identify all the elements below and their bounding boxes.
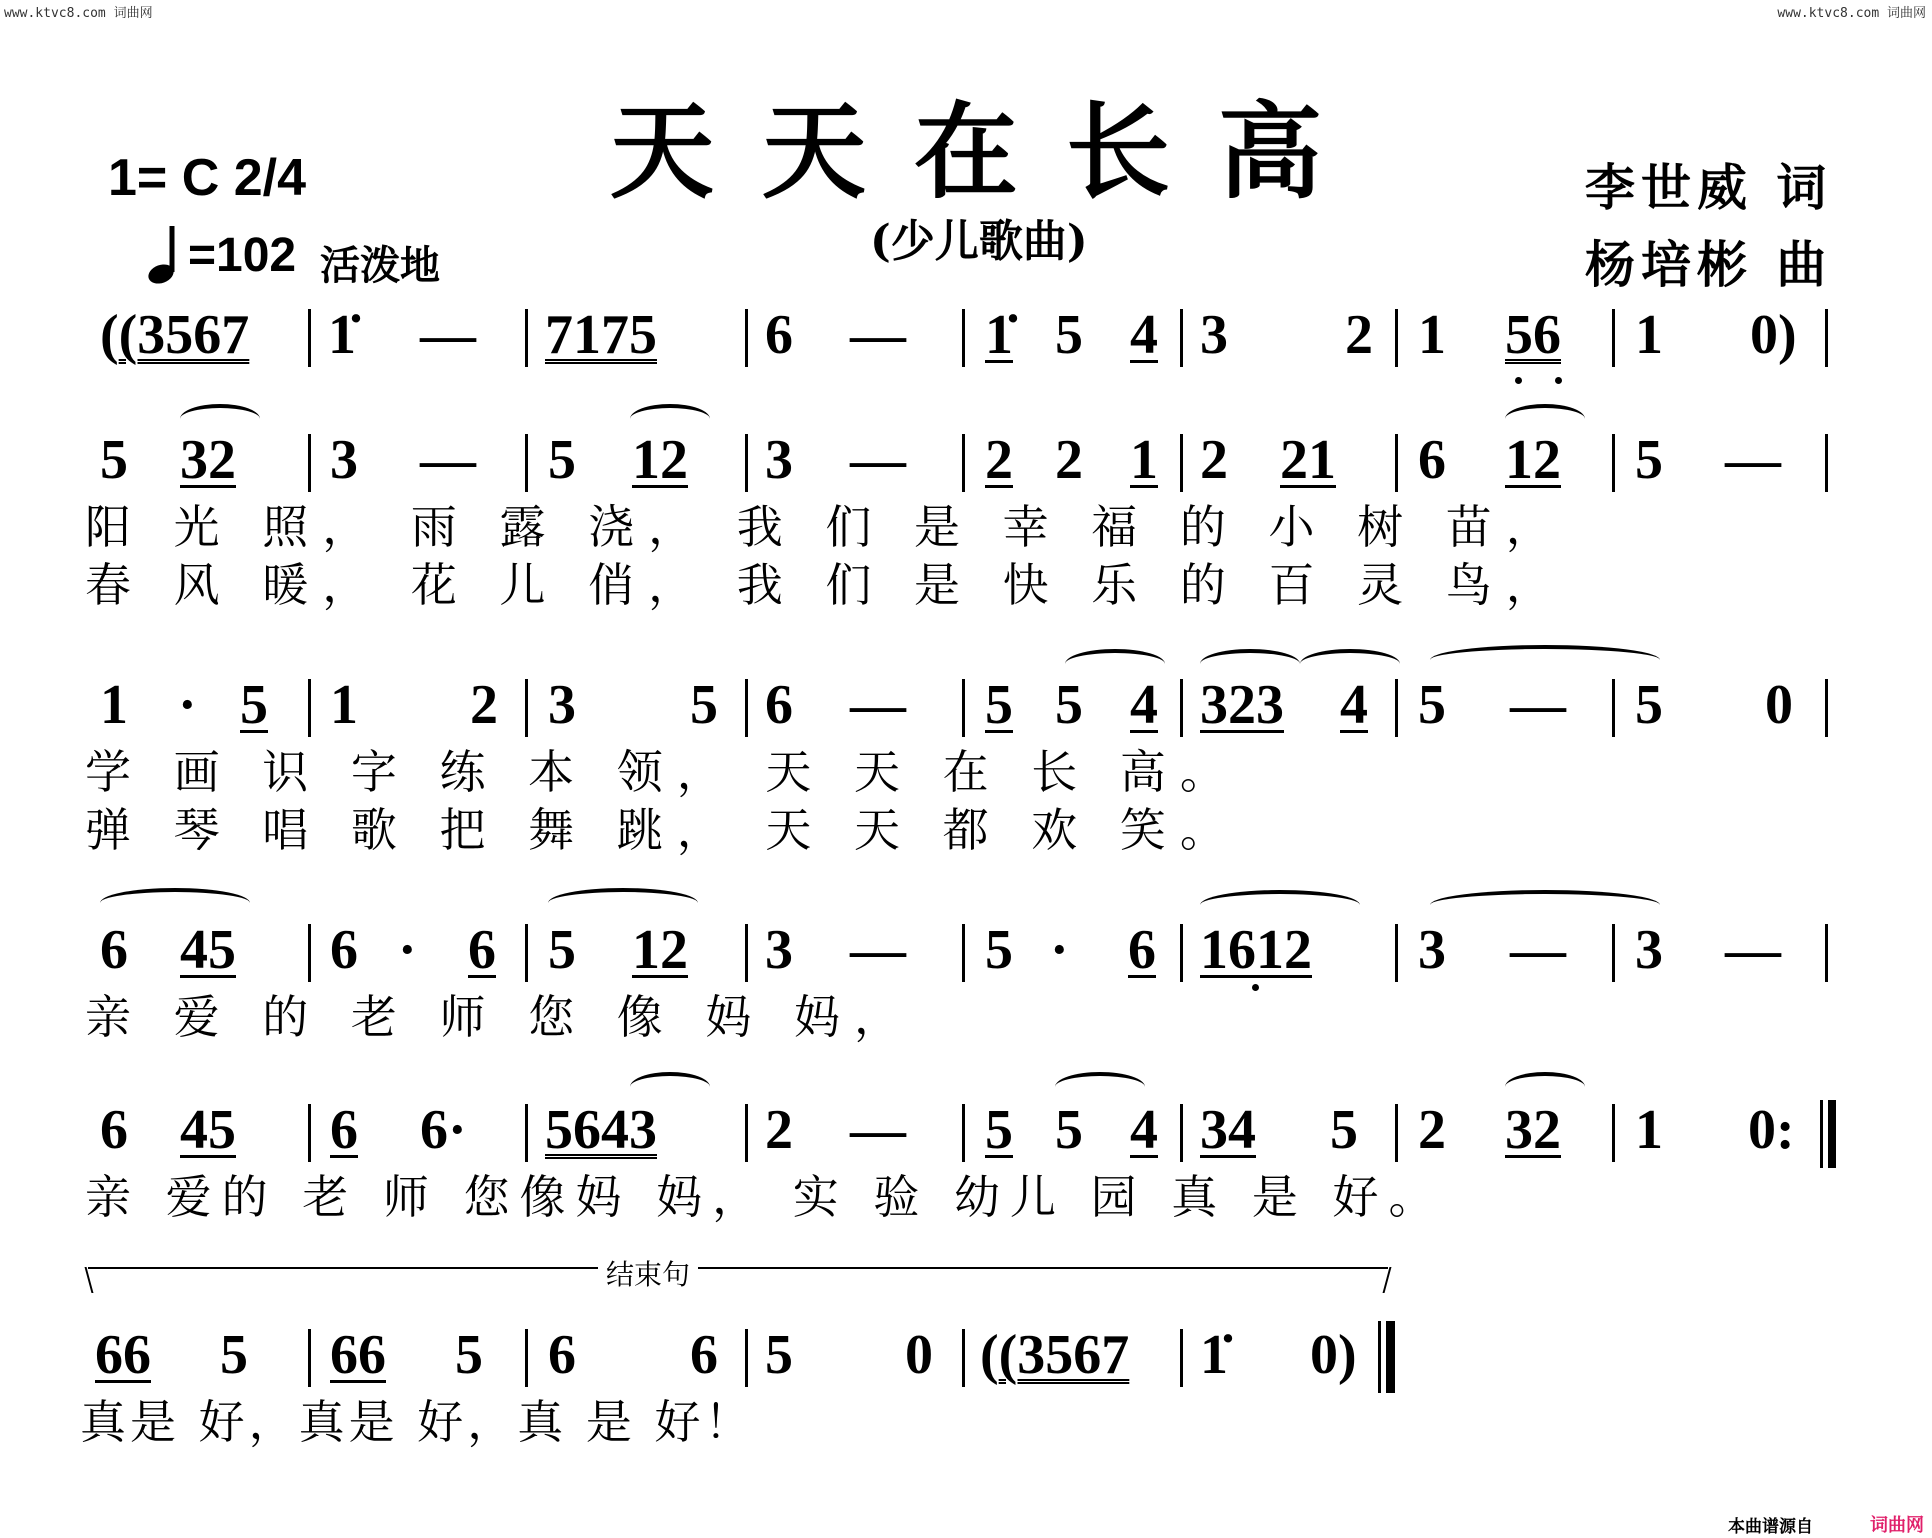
note: 0: [905, 1324, 933, 1386]
note: 2: [765, 1099, 793, 1161]
bar-line: [308, 434, 311, 492]
bar-line: [1395, 434, 1398, 492]
bar-line: [1612, 1104, 1615, 1162]
bar-line: [1612, 924, 1615, 982]
lyrics-verse-1: 阳 光 照， 雨 露 浇， 我 们 是 幸 福 的 小 树 苗，: [85, 500, 1566, 554]
low-octave-dot: [1252, 984, 1259, 991]
note: 5: [765, 1324, 793, 1386]
note: 5: [1055, 674, 1083, 736]
note: 2: [1200, 429, 1228, 491]
note: 5: [548, 429, 576, 491]
note: 4: [1130, 304, 1158, 366]
note: 3: [1418, 919, 1446, 981]
note: 2: [1418, 1099, 1446, 1161]
note: 66: [95, 1324, 151, 1386]
note: 5: [985, 674, 1013, 736]
lyrics-ending: 真是 好，真是 好，真 是 好！: [80, 1395, 755, 1449]
note: 4: [1130, 674, 1158, 736]
note: 3: [548, 674, 576, 736]
note: 6: [765, 674, 793, 736]
note: 323: [1200, 674, 1284, 736]
slur: [630, 1072, 710, 1102]
note: ((3567: [980, 1324, 1130, 1386]
bar-line: [1180, 1104, 1183, 1162]
note: 2: [1345, 304, 1373, 366]
note: 32: [180, 429, 236, 491]
bar-line: [962, 1104, 965, 1162]
tempo-style: 活泼地: [320, 242, 440, 289]
footer-source: 本曲谱源自: [1728, 1517, 1813, 1536]
low-octave-dot: [1555, 377, 1562, 384]
low-octave-dot: [1515, 377, 1522, 384]
bar-line: [745, 434, 748, 492]
note: 32: [1505, 1099, 1561, 1161]
note: 6: [1128, 919, 1156, 981]
bar-line: [962, 924, 965, 982]
tie: [1430, 645, 1660, 675]
note: 1̇: [985, 304, 1013, 366]
note: 56: [1505, 304, 1561, 366]
note: 6: [765, 304, 793, 366]
final-bar-thin: [1378, 1321, 1381, 1393]
final-bar-thick: [1386, 1321, 1395, 1393]
note: 5: [985, 1099, 1013, 1161]
note: 45: [180, 919, 236, 981]
note: —: [1725, 919, 1781, 981]
bar-line: [745, 1329, 748, 1387]
note: —: [850, 304, 906, 366]
tie: [1430, 890, 1660, 920]
note: 0): [1750, 304, 1797, 366]
lyrics-verse-1: 亲 爱 的 老 师 您 像 妈 妈，: [85, 990, 914, 1044]
bar-line: [308, 679, 311, 737]
note: 2: [985, 429, 1013, 491]
note: 5: [1635, 674, 1663, 736]
note: 6: [330, 919, 358, 981]
bar-line: [525, 1329, 528, 1387]
note: 5: [100, 429, 128, 491]
note: 1: [1418, 304, 1446, 366]
note: 6: [100, 919, 128, 981]
note: 12: [1505, 429, 1561, 491]
song-subtitle: (少儿歌曲): [870, 216, 1088, 267]
note: 6·: [420, 1099, 467, 1161]
note: 3: [330, 429, 358, 491]
note: 1: [1635, 304, 1663, 366]
bar-line: [1395, 679, 1398, 737]
note: 7175: [545, 304, 657, 366]
bar-line: [1180, 434, 1183, 492]
note: 2: [1055, 429, 1083, 491]
note: 5: [1418, 674, 1446, 736]
note: 5: [1635, 429, 1663, 491]
ending-bracket: [88, 1255, 1388, 1295]
bar-line: [525, 1104, 528, 1162]
note: 3: [765, 429, 793, 491]
bar-line: [308, 1329, 311, 1387]
note: 5643: [545, 1099, 657, 1161]
note: ((3567: [100, 304, 250, 366]
bar-line: [525, 924, 528, 982]
ending-label: 结束句: [598, 1253, 698, 1293]
slur: [548, 888, 698, 918]
bar-line: [1612, 309, 1615, 367]
note: 6: [1418, 429, 1446, 491]
bar-line: [745, 1104, 748, 1162]
bar-line: [962, 309, 965, 367]
bar-line: [308, 309, 311, 367]
tempo-value: =102: [188, 229, 297, 282]
repeat-bar-thick: [1828, 1100, 1836, 1168]
bar-line: [962, 1329, 965, 1387]
repeat-bar-thin: [1820, 1100, 1823, 1168]
note: ·: [1050, 919, 1069, 981]
note: 3: [1635, 919, 1663, 981]
note: 5: [985, 919, 1013, 981]
slur: [1505, 1072, 1585, 1102]
song-title: 天天在长高: [609, 90, 1370, 213]
note: 1: [1635, 1099, 1663, 1161]
note: —: [1725, 429, 1781, 491]
note: 1̇: [328, 304, 356, 366]
footer-site-logo[interactable]: 词曲网: [1870, 1515, 1924, 1535]
note: 1612: [1200, 919, 1312, 981]
note: 5: [690, 674, 718, 736]
note: 45: [180, 1099, 236, 1161]
note: 6: [690, 1324, 718, 1386]
note: —: [420, 304, 476, 366]
slur: [1200, 890, 1360, 920]
note: 5: [455, 1324, 483, 1386]
bar-line: [1180, 679, 1183, 737]
bar-line: [1825, 309, 1828, 367]
bar-line: [1395, 1104, 1398, 1162]
note: 0: [1765, 674, 1793, 736]
note: (3567: [118, 304, 250, 366]
note: 5: [548, 919, 576, 981]
lyrics-verse-1: 学 画 识 字 练 本 领， 天 天 在 长 高。: [85, 745, 1240, 799]
lyrics-verse-1: 亲 爱的 老 师 您像妈 妈， 实 验 幼儿 园 真 是 好。: [85, 1170, 1445, 1224]
key-signature: 1= C 2/4: [108, 149, 307, 207]
bar-line: [745, 309, 748, 367]
composer: 杨培彬 曲: [1585, 235, 1833, 294]
bar-line: [1612, 434, 1615, 492]
note: 4: [1130, 1099, 1158, 1161]
note: 12: [632, 919, 688, 981]
quarter-note-icon: [142, 222, 182, 286]
note: 34: [1200, 1099, 1256, 1161]
bar-line: [1180, 924, 1183, 982]
note: 0:: [1748, 1099, 1795, 1161]
note: 21: [1280, 429, 1336, 491]
note: —: [850, 919, 906, 981]
bar-line: [525, 679, 528, 737]
note: 4: [1340, 674, 1368, 736]
bar-line: [308, 924, 311, 982]
bar-line: [1825, 679, 1828, 737]
note: (3567: [998, 1324, 1130, 1386]
note: —: [420, 429, 476, 491]
lyricist: 李世威 词: [1585, 158, 1833, 217]
bar-line: [1395, 309, 1398, 367]
slur: [100, 888, 250, 918]
bar-line: [525, 309, 528, 367]
bar-line: [745, 924, 748, 982]
bar-line: [1825, 924, 1828, 982]
watermark-left: www.ktvc8.com 词曲网: [4, 6, 153, 21]
bar-line: [1825, 434, 1828, 492]
note: —: [850, 674, 906, 736]
note: 5: [220, 1324, 248, 1386]
bar-line: [525, 434, 528, 492]
note: 2: [470, 674, 498, 736]
note: ·: [398, 919, 417, 981]
bar-line: [962, 679, 965, 737]
note: 3: [765, 919, 793, 981]
bar-line: [1395, 924, 1398, 982]
note: —: [850, 429, 906, 491]
note: 5: [1055, 304, 1083, 366]
note: ·: [178, 674, 197, 736]
lyrics-verse-2: 弹 琴 唱 歌 把 舞 跳， 天 天 都 欢 笑。: [85, 803, 1240, 857]
note: 6: [548, 1324, 576, 1386]
note: —: [850, 1099, 906, 1161]
bar-line: [1180, 309, 1183, 367]
lyrics-verse-2: 春 风 暖， 花 儿 俏， 我 们 是 快 乐 的 百 灵 鸟，: [85, 558, 1566, 612]
bar-line: [1180, 1329, 1183, 1387]
note: 12: [632, 429, 688, 491]
bar-line: [308, 1104, 311, 1162]
note: 6: [100, 1099, 128, 1161]
slur: [1055, 1072, 1145, 1102]
note: 1: [330, 674, 358, 736]
note: 1: [1130, 429, 1158, 491]
note: 1: [100, 674, 128, 736]
note: —: [1510, 919, 1566, 981]
note: 1̇: [1200, 1324, 1228, 1386]
note: 66: [330, 1324, 386, 1386]
bar-line: [962, 434, 965, 492]
note: 6: [468, 919, 496, 981]
note: 5: [1330, 1099, 1358, 1161]
bar-line: [1612, 679, 1615, 737]
note: 5: [240, 674, 268, 736]
note: 6: [330, 1099, 358, 1161]
watermark-right: www.ktvc8.com 词曲网: [1777, 6, 1926, 21]
note: 5: [1055, 1099, 1083, 1161]
note: 0): [1310, 1324, 1357, 1386]
note: —: [1510, 674, 1566, 736]
bar-line: [745, 679, 748, 737]
note: 3: [1200, 304, 1228, 366]
